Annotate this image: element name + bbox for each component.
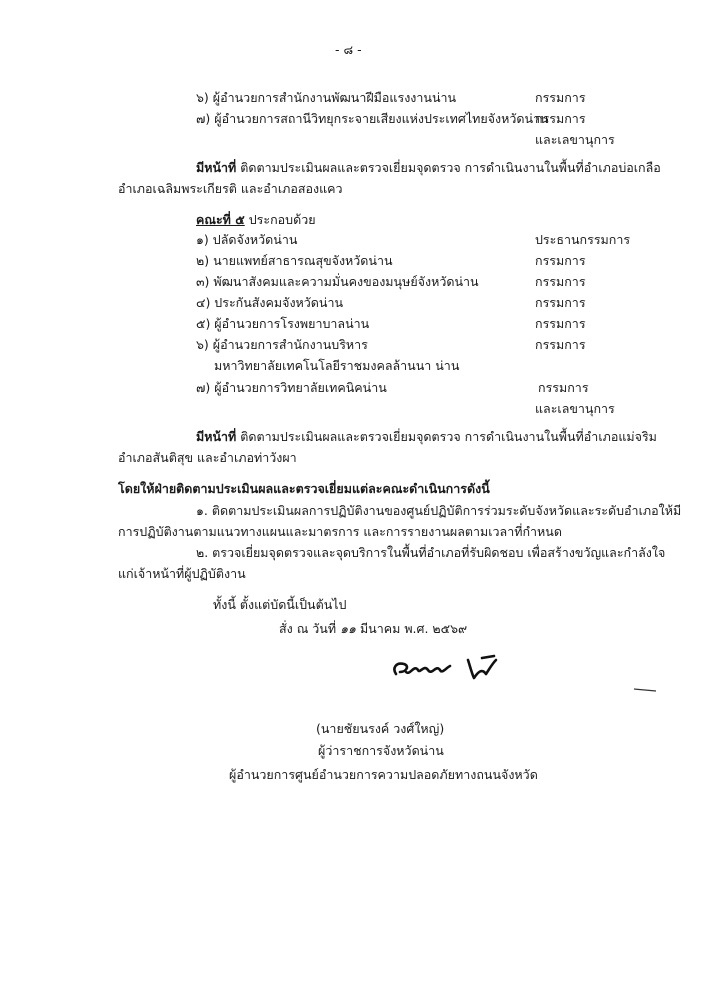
committee-5-member-role: กรรมการ <box>535 295 586 310</box>
order-date-day: ๑๑ <box>340 621 356 636</box>
signatory-title-1: ผู้ว่าราชการจังหวัดน่าน <box>318 743 444 758</box>
effective-statement: ทั้งนี้ ตั้งแต่บัดนี้เป็นต้นไป <box>213 597 347 612</box>
committee-5-duty-line2: อำเภอสันติสุข และอำเภอท่าวังผา <box>118 450 297 465</box>
signatory-name: (นายชัยนรงค์ วงศ์ใหญ่) <box>316 721 445 736</box>
order-date <box>279 621 467 637</box>
committee-4-member-7-role: กรรมการ <box>535 111 586 126</box>
committee-5-heading-suffix: ประกอบด้วย <box>248 212 316 227</box>
signatory-title-2: ผู้อำนวยการศูนย์อำนวยการความปลอดภัยทางถนนจังหวัด <box>229 767 538 782</box>
committee-4-member-6-name: ๖) ผู้อำนวยการสำนักงานพัฒนาฝีมือแรงงานน่าน <box>196 90 457 105</box>
instruction-item-1-line2: การปฏิบัติงานตามแนวทางแผนและมาตรการ และการรายงานผลตามเวลาที่กำหนด <box>118 524 562 539</box>
committee-5-member-name: ๑) ปลัดจังหวัดน่าน <box>196 232 298 247</box>
committee-5-member-name: ๓) พัฒนาสังคมและความมั่นคงของมนุษย์จังหวัดน่าน <box>196 274 479 289</box>
committee-5-member-role: ประธานกรรมการ <box>535 232 631 247</box>
committee-5-heading <box>196 212 316 228</box>
committee-4-duty-text: ติดตามประเมินผลและตรวจเยี่ยมจุดตรวจ การดำเนินงานในพื้นที่อำเภอบ่อเกลือ <box>240 160 661 175</box>
instruction-item-2-line1: ๒. ตรวจเยี่ยมจุดตรวจและจุดบริการในพื้นที่อำเภอที่รับผิดชอบ เพื่อสร้างขวัญและกำลังใจ <box>196 545 666 560</box>
committee-4-member-6-role: กรรมการ <box>535 90 586 105</box>
committee-4-duty-label: มีหน้าที่ <box>196 160 237 175</box>
committee-5-member-name: ๒) นายแพทย์สาธารณสุขจังหวัดน่าน <box>196 253 393 268</box>
committee-5-member-name-line2: มหาวิทยาลัยเทคโนโลยีราชมงคลล้านนา น่าน <box>214 358 460 373</box>
committee-5-member-role: กรรมการ <box>538 380 589 395</box>
committee-5-member-name: ๗) ผู้อำนวยการวิทยาลัยเทคนิคน่าน <box>196 380 387 395</box>
committee-5-duty-text: ติดตามประเมินผลและตรวจเยี่ยมจุดตรวจ การดำเนินงานในพื้นที่อำเภอแม่จริม <box>240 429 657 444</box>
committee-5-member-role: กรรมการ <box>535 316 586 331</box>
committee-5-member-role: กรรมการ <box>535 337 586 352</box>
order-date-rest: มีนาคม พ.ศ. ๒๕๖๙ <box>359 621 468 636</box>
instruction-item-2-line2: แก่เจ้าหน้าที่ผู้ปฏิบัติงาน <box>118 566 246 581</box>
committee-4-duty-line2: อำเภอเฉลิมพระเกียรติ และอำเภอสองแคว <box>118 181 343 196</box>
committee-4-member-7-name: ๗) ผู้อำนวยการสถานีวิทยุกระจายเสียงแห่งประเทศไทยจังหวัดน่าน <box>196 111 549 126</box>
committee-5-member-name: ๔) ประกันสังคมจังหวัดน่าน <box>196 295 344 310</box>
committee-5-member-name: ๖) ผู้อำนวยการสำนักงานบริหาร <box>196 337 368 352</box>
instruction-item-1-line1: ๑. ติดตามประเมินผลการปฏิบัติงานของศูนย์ปฏิบัติการร่วมระดับจังหวัดและระดับอำเภอให้มี <box>196 503 682 518</box>
scan-mark <box>632 684 658 696</box>
committee-5-member-role: กรรมการ <box>535 253 586 268</box>
committee-5-member-role: กรรมการ <box>535 274 586 289</box>
instructions-heading: โดยให้ฝ่ายติดตามประเมินผลและตรวจเยี่ยมแต่ละคณะดำเนินการดังนี้ <box>118 481 490 496</box>
committee-4-member-7-role-line2: และเลขานุการ <box>535 132 615 147</box>
order-date-prefix: สั่ง ณ วันที่ <box>279 621 337 636</box>
handwritten-signature <box>386 650 526 690</box>
committee-5-duty <box>196 429 657 445</box>
committee-4-duty <box>196 160 661 176</box>
committee-5-member-role-line2: และเลขานุการ <box>535 401 615 416</box>
committee-5-member-name: ๕) ผู้อำนวยการโรงพยาบาลน่าน <box>196 316 370 331</box>
committee-5-duty-label: มีหน้าที่ <box>196 429 237 444</box>
committee-5-label: คณะที่ ๕ <box>196 212 245 227</box>
page-number: - ๘ - <box>335 42 362 57</box>
